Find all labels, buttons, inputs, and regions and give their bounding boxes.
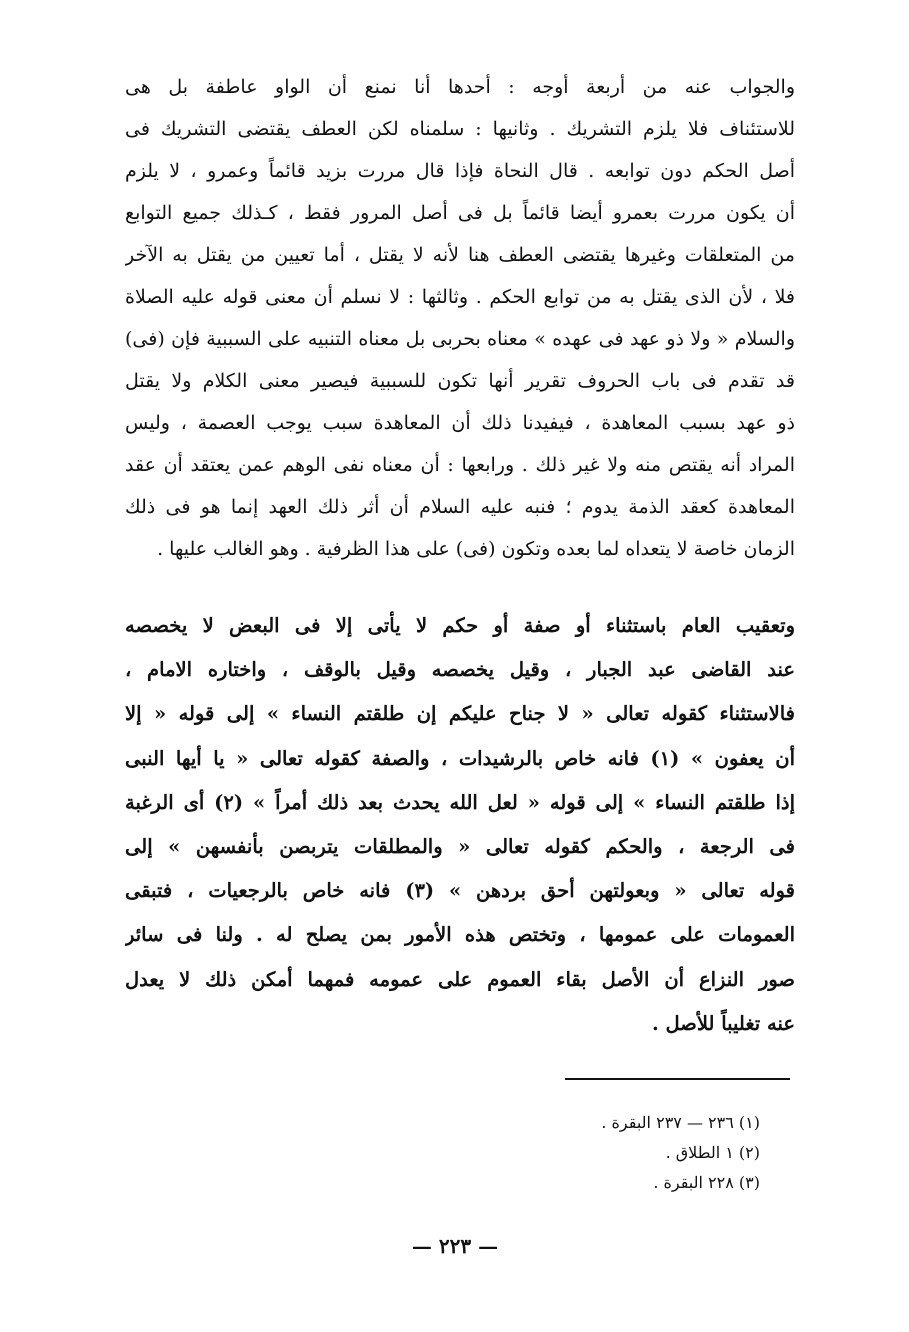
footnotes xyxy=(490,1108,760,1198)
text-line: فى الرجعة ، والحكم كقوله تعالى « والمطلقات يتربصن بأنفسهن » إلى xyxy=(125,834,795,858)
footnote: (١) ٢٣٦ — ٢٣٧ البقرة . xyxy=(601,1113,760,1132)
text-line: الزمان خاصة لا يتعداه لما بعده وتكون (فى) على هذا الظرفية . وهو الغالب عليها . xyxy=(157,538,795,560)
text-line: والجواب عنه من أربعة أوجه : أحدها أنا نمنع أن الواو عاطفة بل هى xyxy=(125,76,795,98)
text-line: أن يكون مررت بعمرو أيضا قائماً بل فى أصل المرور فقط ، كـذلك جميع التوابع xyxy=(125,202,795,224)
footnote: (٢) ١ الطلاق . xyxy=(665,1143,760,1162)
footnote: (٣) ٢٢٨ البقرة . xyxy=(653,1173,760,1192)
text-line: فالاستثناء كقوله تعالى « لا جناح عليكم إن طلقتم النساء » إلى قوله « إلا xyxy=(125,702,795,726)
footnote-separator xyxy=(565,1078,790,1080)
paragraph-specification-rule xyxy=(125,604,795,1046)
text-line: للاستئناف فلا يلزم التشريك . وثانيها : سلمناه لكن العطف يقتضى التشريك فى xyxy=(125,118,795,140)
text-line: أن يعفون » (١) فانه خاص بالرشيدات ، والصفة كقوله تعالى « يا أيها النبى xyxy=(125,746,795,770)
text-line: المراد أنه يقتص منه ولا غير ذلك . ورابعها : أن معناه نفى الوهم عمن يعتقد أن عقد xyxy=(125,454,795,476)
text-line: قد تقدم فى باب الحروف تقرير أنها تكون للسببية فيصير معنى الكلام ولا يقتل xyxy=(125,370,795,392)
paragraph-answer xyxy=(125,66,795,570)
text-line: المعاهدة كعقد الذمة يدوم ؛ فنبه عليه السلام أن أثر ذلك العهد إنما هو فى ذلك xyxy=(125,496,795,518)
text-line: أصل الحكم دون توابعه . قال النحاة فإذا قال مررت بزيد قائماً وعمرو ، لا يلزم xyxy=(125,160,795,182)
text-line: صور النزاع أن الأصل بقاء العموم على عمومه فمهما أمكن ذلك لا يعدل xyxy=(125,967,795,991)
text-line: والسلام « ولا ذو عهد فى عهده » معناه بحربى بل معناه التنبيه على السببية فإن (فى) xyxy=(125,328,795,350)
text-line: عنه تغليباً للأصل . xyxy=(651,1011,795,1035)
text-line: العمومات على عمومها ، وتختص هذه الأمور بمن يصلح له . ولنا فى سائر xyxy=(125,923,795,947)
text-line: ذو عهد بسبب المعاهدة ، فيفيدنا ذلك أن المعاهدة سبب يوجب العصمة ، وليس xyxy=(125,412,795,434)
text-line: فلا ، لأن الذى يقتل به من توابع الحكم . وثالثها : لا نسلم أن معنى قوله عليه الصلاة xyxy=(125,286,795,308)
text-line: عند القاضى عبد الجبار ، وقيل يخصصه وقيل بالوقف ، واختاره الامام ، xyxy=(125,658,795,682)
text-line: إذا طلقتم النساء » إلى قوله « لعل الله يحدث بعد ذلك أمراً » (٢) أى الرغبة xyxy=(125,790,795,814)
page-number: — ٢٢٣ — xyxy=(411,1234,499,1258)
text-line: من المتعلقات وغيرها يقتضى العطف هنا لأنه لا يقتل ، أما تعيين من يقتل به الآخر xyxy=(125,244,795,266)
text-line: وتعقيب العام باستثناء أو صفة أو حكم لا يأتى إلا فى البعض لا يخصصه xyxy=(125,614,795,637)
text-line: قوله تعالى « وبعولتهن أحق بردهن » (٣) فانه خاص بالرجعيات ، فتبقى xyxy=(125,879,795,903)
